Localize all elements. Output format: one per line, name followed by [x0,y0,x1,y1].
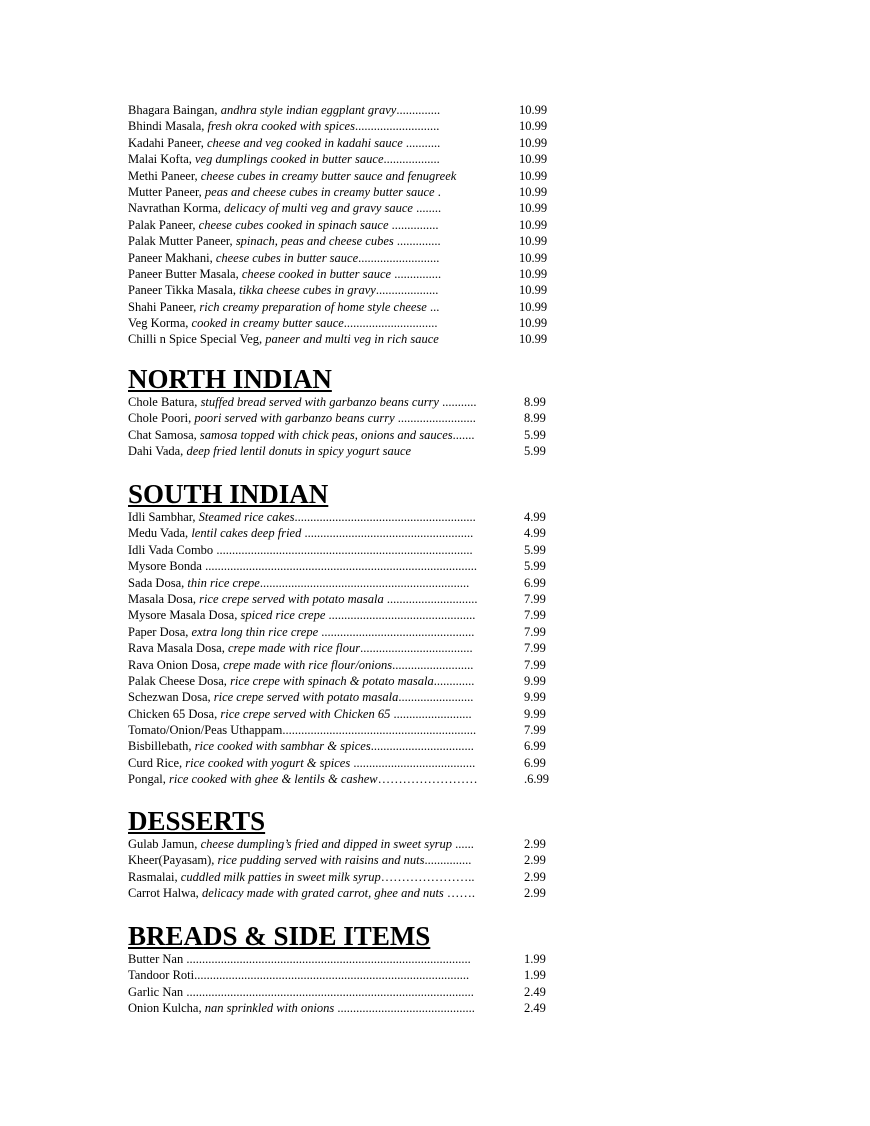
menu-item-row [128,885,568,901]
menu-item-price: 7.99 [524,608,546,623]
menu-item-text [128,410,476,426]
menu-item-row [128,443,568,459]
menu-item-text [128,299,439,315]
menu-item-price: 10.99 [519,168,548,183]
menu-item-text [128,852,471,868]
menu-item-row [128,282,568,298]
menu-item-leader-dots: .......................... [392,657,474,672]
menu-item-row [128,738,568,754]
menu-item-row [128,575,568,591]
menu-item-text [128,607,475,623]
menu-item-name: Malai Kofta, [128,152,195,167]
menu-item-leader-dots: ............. [433,673,475,688]
menu-item-price: 10.99 [519,217,548,232]
menu-item-row [128,673,568,689]
menu-item-description: cooked in creamy butter sauce [191,316,344,331]
menu-item-name: Veg Korma, [128,316,192,331]
menu-item-leader-dots: ............... [424,853,472,868]
menu-item-description: rice cooked with ghee & lentils & cashew [168,772,378,787]
menu-item-leader-dots: ............................. [383,591,478,606]
menu-item-leader-dots: ...... [452,837,474,851]
menu-item-leader-dots: ……. [443,886,476,901]
menu-item-name: Paneer Tikka Masala, [128,283,240,298]
menu-item-price: 2.49 [524,1001,546,1016]
menu-item-text [128,591,478,607]
menu-item-leader-dots: ............................................................................................ [183,984,474,999]
menu-item-leader-dots: …………………… [377,772,478,787]
menu-item-text [128,282,438,298]
north-indian-heading: NORTH INDIAN [128,364,332,394]
menu-item-name: Rasmalai, [128,869,181,884]
menu-item-text [128,427,475,443]
menu-item-row [128,836,568,852]
menu-item-text [128,722,476,738]
menu-item-leader-dots: ........................................................................................ [194,968,470,983]
menu-item-row [128,135,568,151]
menu-item-row [128,331,568,347]
menu-item-row [128,771,568,787]
menu-item-name: Tomato/Onion/Peas Uthappam [128,723,283,738]
menu-item-price: 10.99 [519,316,548,331]
menu-item-row [128,394,568,410]
menu-item-description: fresh okra cooked with spices [207,119,355,134]
menu-item-leader-dots: ............... [391,266,442,281]
menu-item-description: cheese cubes in creamy butter sauce and fenugreek [200,168,457,183]
menu-item-row [128,607,568,623]
menu-item-row [128,706,568,722]
menu-item-price: 10.99 [519,152,548,167]
menu-item-row [128,102,568,118]
menu-item-row [128,951,568,967]
menu-item-text [128,558,477,574]
menu-item-row [128,233,568,249]
menu-item-text [128,315,438,331]
menu-item-text [128,266,441,282]
menu-item-leader-dots: ................................................................... [259,575,470,590]
menu-item-price: 1.99 [524,952,546,966]
menu-item-leader-dots: ... [426,299,440,314]
menu-item-row [128,852,568,868]
menu-item-name: Schezwan Dosa, [128,690,214,705]
menu-item-name: Paneer Butter Masala, [128,266,242,281]
menu-item-description: rice crepe with spinach & potato masala [230,673,434,688]
menu-item-leader-dots: ........ [412,201,442,216]
menu-item-leader-dots: ............................................ [334,1001,475,1016]
menu-item-leader-dots: .............. [396,103,441,117]
menu-item-description: delicacy of multi veg and gravy sauce [224,201,413,216]
menu-item-name: Palak Paneer, [128,217,199,232]
menu-item-price: 9.99 [524,706,546,721]
menu-item-description: rice cooked with sambhar & spices [194,739,371,754]
menu-item-text [128,738,474,754]
menu-item-description: rice cooked with yogurt & spices [185,755,351,770]
menu-item-description: rice crepe served with potato masala [199,591,384,606]
menu-item-row [128,151,568,167]
menu-item-row [128,200,568,216]
breads-items-list [128,951,568,1017]
menu-item-row [128,410,568,426]
menu-item-name: Rava Onion Dosa, [128,657,224,672]
menu-item-leader-dots: ........................... [354,119,440,134]
menu-item-description: rice crepe served with Chicken 65 [220,706,391,721]
breads-section [128,921,568,1017]
menu-item-description: cheese cooked in butter sauce [241,266,392,281]
menu-item-description: crepe made with rice flour/onions [223,657,393,672]
menu-item-price: 10.99 [519,250,548,265]
menu-item-leader-dots: ............................................... [325,608,476,623]
menu-item-name: Shahi Paneer, [128,299,200,314]
menu-item-name: Medu Vada, [128,526,192,541]
menu-item-price: 5.99 [524,427,546,442]
menu-item-text [128,233,441,249]
menu-item-description: spiced rice crepe [240,608,326,623]
menu-item-row [128,184,568,200]
menu-item-row [128,118,568,134]
menu-item-name: Garlic Nan [128,984,184,999]
menu-item-name: Palak Mutter Paneer, [128,234,236,249]
menu-item-leader-dots: ................................................. [318,624,475,639]
menu-item-description: Steamed rice cakes [198,510,295,524]
menu-item-price: 8.99 [524,411,546,426]
menu-item-name: Idli Sambhar, [128,510,199,524]
menu-item-price: 10.99 [519,201,548,216]
menu-item-text [128,443,411,459]
menu-item-text [128,118,439,134]
menu-item-price: 2.99 [524,869,546,884]
menu-item-name: Sada Dosa, [128,575,188,590]
menu-item-description: crepe made with rice flour [227,641,361,656]
menu-item-name: Kadahi Paneer, [128,135,207,150]
menu-item-description: andhra style indian eggplant gravy [220,103,397,117]
menu-item-text [128,509,476,525]
menu-item-name: Mysore Masala Dosa, [128,608,241,623]
menu-item-leader-dots: ........................................................................................... [183,952,471,966]
menu-item-leader-dots: ...................................................... [301,526,474,541]
menu-item-text [128,836,474,852]
menu-item-price: 2.99 [524,837,546,851]
north-indian-items-list [128,394,568,460]
menu-item-price: 7.99 [524,657,546,672]
menu-item-text [128,250,439,266]
menu-item-leader-dots: ......................... [390,706,472,721]
menu-item-row [128,689,568,705]
menu-item-price: 10.99 [519,119,548,134]
menu-item-price: 1.99 [524,968,546,983]
menu-item-price: 2.99 [524,886,546,901]
menu-item-leader-dots: ....................................................................................... [201,559,477,574]
menu-item-name: Pongal, [128,772,169,787]
menu-item-leader-dots: .............. [393,234,441,249]
menu-item-name: Paper Dosa, [128,624,192,639]
menu-item-text [128,771,478,787]
menu-item-price: 7.99 [524,641,546,656]
menu-item-description: veg dumplings cooked in butter sauce [195,152,384,167]
menu-item-text [128,673,474,689]
menu-item-text [128,640,473,656]
menu-item-description: lentil cakes deep fried [191,526,302,541]
menu-item-text [128,184,441,200]
menu-item-name: Tandoor Roti [128,968,195,983]
menu-item-text [128,102,440,118]
menu-item-description: cheese dumpling’s fried and dipped in sweet syrup [200,837,453,851]
menu-item-text [128,951,471,967]
menu-item-text [128,151,440,167]
menu-item-price: 5.99 [524,559,546,574]
menu-item-price: 7.99 [524,591,546,606]
menu-item-name: Mutter Paneer, [128,184,205,199]
menu-item-price: 10.99 [519,234,548,249]
south-indian-section [128,479,568,788]
menu-item-description: rich creamy preparation of home style cheese [199,299,427,314]
menu-item-price: 7.99 [524,723,546,738]
menu-item-price: 10.99 [519,299,548,314]
veg-items-list [128,102,568,348]
menu-item-text [128,217,439,233]
menu-item-name: Chole Poori, [128,411,195,426]
menu-item-name: Chole Batura, [128,395,201,409]
south-indian-heading: SOUTH INDIAN [128,479,329,509]
menu-item-text [128,689,473,705]
menu-item-price: 6.99 [524,575,546,590]
menu-item-name: Gulab Jamun, [128,837,201,851]
menu-item-text [128,1000,475,1016]
menu-item-name: Chicken 65 Dosa, [128,706,221,721]
menu-item-description: cheese cubes in butter sauce [215,250,359,265]
menu-item-description: rice crepe served with potato masala [213,690,399,705]
menu-item-row [128,1000,568,1016]
menu-item-row [128,558,568,574]
menu-item-text [128,869,474,885]
menu-item-name: Chat Samosa, [128,427,200,442]
menu-item-description: stuffed bread served with garbanzo beans curry [200,395,439,409]
menu-item-row [128,315,568,331]
veg-curries-section [128,102,568,348]
menu-item-description: tikka cheese cubes in gravy [239,283,376,298]
menu-item-row [128,657,568,673]
menu-item-row [128,299,568,315]
menu-item-row [128,967,568,983]
menu-item-text [128,657,473,673]
menu-item-description: cheese cubes cooked in spinach sauce [198,217,389,232]
menu-item-leader-dots: .................... [375,283,439,298]
menu-item-price: 10.99 [519,103,548,117]
menu-item-text [128,984,474,1000]
menu-item-text [128,542,473,558]
menu-item-row [128,217,568,233]
menu-item-price: 4.99 [524,526,546,541]
menu-item-row [128,640,568,656]
menu-item-leader-dots: ......................... [394,411,476,426]
menu-item-description: rice pudding served with raisins and nuts [217,853,425,868]
desserts-items-list [128,836,568,902]
menu-item-text [128,624,474,640]
desserts-section [128,806,568,902]
menu-item-price: 10.99 [519,184,548,199]
menu-item-text [128,885,475,901]
menu-item-row [128,525,568,541]
menu-item-name: Kheer(Payasam), [128,853,218,868]
menu-item-price: 2.49 [524,984,546,999]
menu-item-leader-dots: ............... [388,217,439,232]
menu-item-name: Bisbillebath, [128,739,195,754]
menu-item-row [128,722,568,738]
menu-item-price: 6.99 [524,739,546,754]
menu-item-leader-dots: ........................ [398,690,474,705]
menu-item-name: Methi Paneer, [128,168,201,183]
menu-item-price: 6.99 [524,755,546,770]
menu-item-name: Mysore Bonda [128,559,202,574]
menu-item-name: Paneer Makhani, [128,250,216,265]
menu-item-price: 10.99 [519,283,548,298]
menu-item-text [128,575,469,591]
menu-item-text [128,200,441,216]
menu-item-description: nan sprinkled with onions [204,1001,335,1016]
north-indian-section [128,364,568,460]
menu-item-text [128,394,476,410]
menu-item-description: spinach, peas and cheese cubes [235,234,394,249]
menu-item-row [128,624,568,640]
menu-item-description: peas and cheese cubes in creamy butter sauce [204,184,435,199]
menu-item-leader-dots: ....................................... [350,755,476,770]
menu-item-price: 9.99 [524,690,546,705]
menu-item-description: samosa topped with chick peas, onions and sauces [199,427,453,442]
menu-item-price: 10.99 [519,332,548,347]
menu-item-text [128,168,456,184]
menu-item-row [128,168,568,184]
menu-item-description: thin rice crepe [187,575,260,590]
menu-item-text [128,967,469,983]
menu-item-leader-dots: .................................................................................. [213,542,473,557]
menu-item-leader-dots: .......................... [358,250,440,265]
menu-item-name: Dahi Vada, [128,444,187,459]
menu-item-name: Bhagara Baingan, [128,103,221,117]
menu-item-row [128,266,568,282]
menu-item-price: 2.99 [524,853,546,868]
south-indian-items-list [128,509,568,788]
menu-item-row [128,755,568,771]
menu-item-name: Onion Kulcha, [128,1001,205,1016]
menu-item-name: Carrot Halwa, [128,886,202,901]
menu-item-name: Rava Masala Dosa, [128,641,228,656]
desserts-heading: DESSERTS [128,806,266,836]
menu-item-text [128,525,473,541]
menu-item-leader-dots: ........... [402,135,441,150]
menu-item-name: Palak Cheese Dosa, [128,673,231,688]
menu-item-price: 4.99 [524,510,546,524]
menu-item-name: Butter Nan [128,952,184,966]
menu-item-leader-dots: ........... [438,395,477,409]
menu-item-name: Chilli n Spice Special Veg, [128,332,266,347]
menu-item-leader-dots: ………………….. [380,869,475,884]
menu-item-text [128,135,440,151]
breads-heading: BREADS & SIDE ITEMS [128,921,431,951]
menu-item-leader-dots: ....... [452,427,475,442]
menu-item-price: .6.99 [524,772,549,787]
menu-item-leader-dots: .................. [383,152,440,167]
menu-item-price: 8.99 [524,395,546,409]
menu-item-description: delicacy made with grated carrot, ghee and nuts [201,886,444,901]
menu-item-leader-dots: . [434,184,441,199]
menu-item-text [128,331,439,347]
menu-item-text [128,755,475,771]
menu-item-price: 9.99 [524,673,546,688]
menu-item-name: Curd Rice, [128,755,186,770]
menu-item-name: Bhindi Masala, [128,119,208,134]
menu-item-name: Navrathan Korma, [128,201,225,216]
menu-item-price: 5.99 [524,444,546,459]
menu-item-row [128,509,568,525]
menu-item-row [128,250,568,266]
menu-item-row [128,591,568,607]
menu-item-description: poori served with garbanzo beans curry [194,411,395,426]
menu-item-description: cheese and veg cooked in kadahi sauce [206,135,403,150]
menu-item-row [128,542,568,558]
menu-item-description: paneer and multi veg in rich sauce [265,332,439,347]
menu-item-name: Idli Vada Combo [128,542,214,557]
menu-item-leader-dots: .............................................................. [282,723,477,738]
menu-item-description: deep fried lentil donuts in spicy yogurt sauce [186,444,412,459]
menu-item-text [128,706,472,722]
menu-item-leader-dots: .................................... [360,641,473,656]
menu-item-price: 7.99 [524,624,546,639]
menu-item-leader-dots: ................................. [370,739,474,754]
menu-item-price: 10.99 [519,266,548,281]
menu-item-price: 5.99 [524,542,546,557]
menu-item-row [128,869,568,885]
menu-item-leader-dots: .......................................................... [294,510,476,524]
menu-item-row [128,984,568,1000]
menu-item-price: 10.99 [519,135,548,150]
menu-item-leader-dots: .............................. [343,316,438,331]
menu-item-description: extra long thin rice crepe [191,624,319,639]
menu-item-name: Masala Dosa, [128,591,200,606]
menu-item-description: cuddled milk patties in sweet milk syrup [180,869,381,884]
menu-item-row [128,427,568,443]
